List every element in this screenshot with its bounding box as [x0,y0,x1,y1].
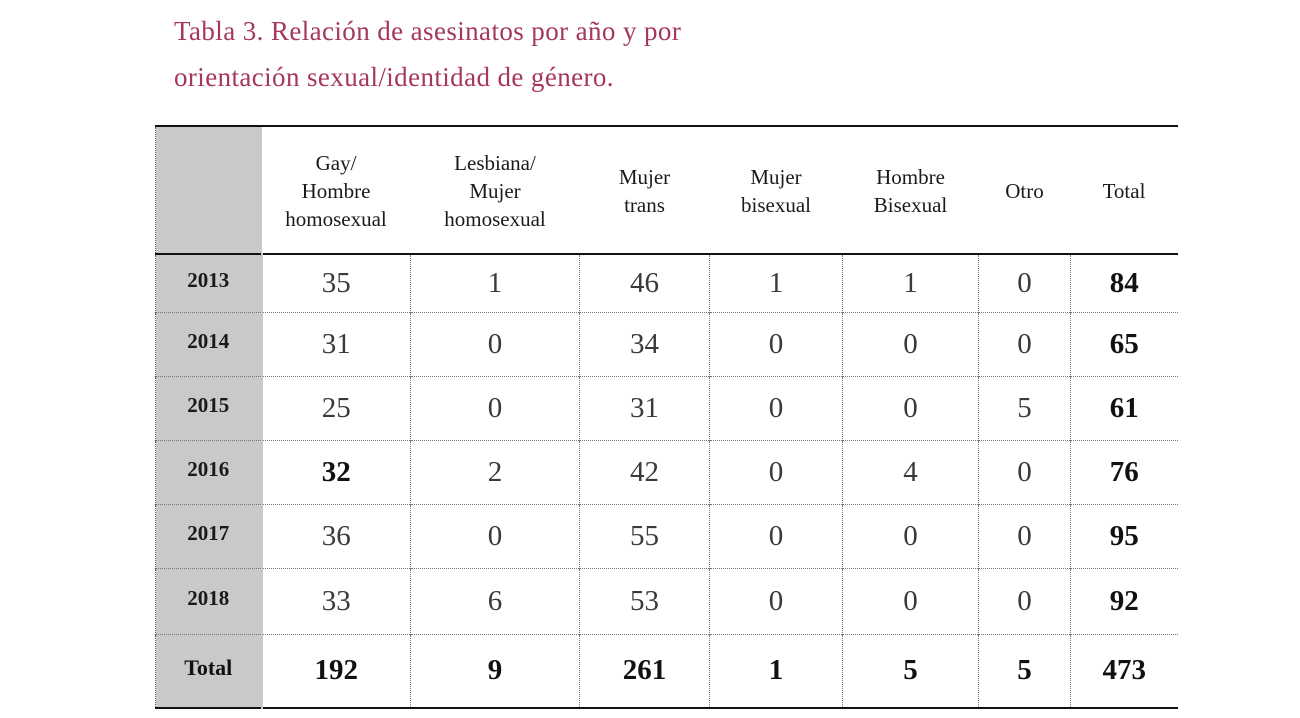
row-total-cell: 61 [1071,376,1178,440]
cell: 35 [262,254,411,312]
cell: 0 [979,440,1071,504]
cell: 4 [843,440,979,504]
header-row [156,126,1178,254]
table-row [156,254,1178,312]
row-year: 2017 [156,504,262,568]
cell: 0 [411,376,580,440]
cell: 25 [262,376,411,440]
cell: 2 [411,440,580,504]
table-row [156,504,1178,568]
table-caption [174,8,874,100]
table-row [156,312,1178,376]
row-year: 2015 [156,376,262,440]
cell: 42 [580,440,710,504]
cell: 0 [979,504,1071,568]
total-cell: 261 [580,634,710,708]
total-cell: 1 [710,634,843,708]
total-cell: 5 [979,634,1071,708]
cell: 33 [262,568,411,634]
total-cell: 5 [843,634,979,708]
row-total-cell: 65 [1071,312,1178,376]
total-cell: 9 [411,634,580,708]
totals-row [156,634,1178,708]
cell: 1 [843,254,979,312]
header-total: Total [1102,179,1146,203]
table-row [156,376,1178,440]
cell: 46 [580,254,710,312]
header-gay: Gay/ Hombre homosexual [285,151,387,231]
header-lesbiana: Lesbiana/ Mujer homosexual [444,151,546,231]
cell: 5 [979,376,1071,440]
cell: 0 [843,568,979,634]
table-row [156,568,1178,634]
row-total-cell: 95 [1071,504,1178,568]
cell: 34 [580,312,710,376]
grand-total-cell: 473 [1071,634,1178,708]
table-row [156,440,1178,504]
row-total-cell: 76 [1071,440,1178,504]
cell: 1 [411,254,580,312]
cell: 31 [262,312,411,376]
cell: 1 [710,254,843,312]
cell: 0 [710,376,843,440]
row-year: 2018 [156,568,262,634]
cell: 0 [843,504,979,568]
cell: 55 [580,504,710,568]
row-year: 2013 [156,254,262,312]
cell: 0 [710,504,843,568]
cell: 53 [580,568,710,634]
murders-by-year-table [155,125,1178,709]
cell: 0 [710,440,843,504]
cell: 0 [979,254,1071,312]
header-otro: Otro [1005,179,1044,203]
caption-line-2: orientación sexual/identidad de género. [174,62,614,92]
cell: 31 [580,376,710,440]
cell: 0 [411,312,580,376]
cell: 6 [411,568,580,634]
cell: 32 [262,440,411,504]
row-total-cell: 92 [1071,568,1178,634]
cell: 0 [843,376,979,440]
header-corner [156,126,262,254]
row-year: 2016 [156,440,262,504]
cell: 0 [710,312,843,376]
row-year: 2014 [156,312,262,376]
header-mujer-trans: Mujer trans [618,165,671,217]
cell: 36 [262,504,411,568]
cell: 0 [843,312,979,376]
cell: 0 [710,568,843,634]
caption-line-1: Tabla 3. Relación de asesinatos por año y por [174,16,682,46]
cell: 0 [411,504,580,568]
total-cell: 192 [262,634,411,708]
header-mujer-bisexual: Mujer bisexual [741,165,811,217]
totals-label: Total [156,634,262,708]
header-hombre-bisexual: Hombre Bisexual [873,165,948,217]
cell: 0 [979,312,1071,376]
row-total-cell: 84 [1071,254,1178,312]
cell: 0 [979,568,1071,634]
